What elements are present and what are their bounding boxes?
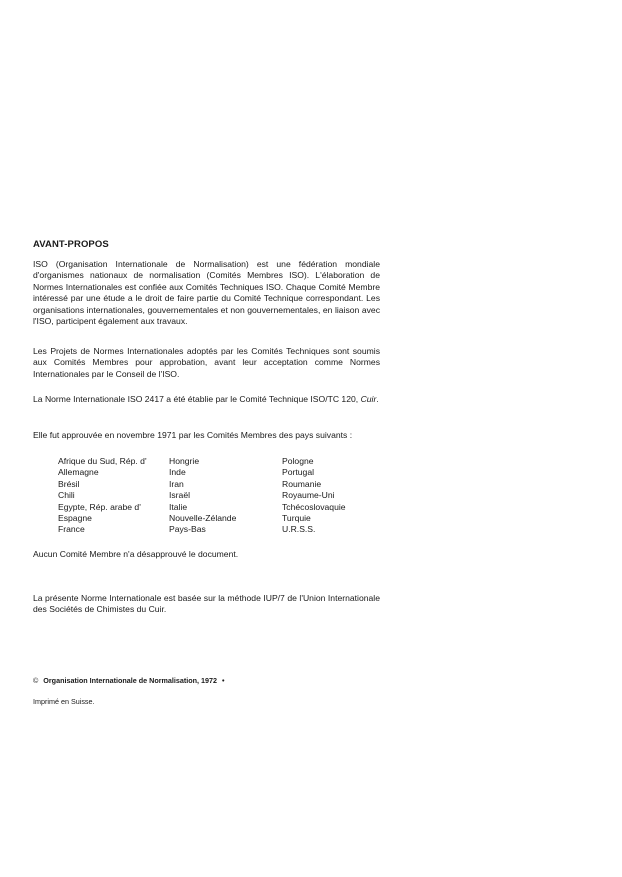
norme-paragraph <box>33 394 380 405</box>
countries-column-2 <box>169 456 236 536</box>
country-item: Hongrie <box>169 456 200 466</box>
country-item: Espagne <box>58 512 92 523</box>
method-basis-paragraph: La présente Norme Internationale est basée sur la méthode IUP/7 de l'Union Internationale des Sociétés de Chimistes du Cuir. <box>33 593 380 615</box>
country-item: Iran <box>169 478 184 489</box>
country-item: Egypte, Rép. arabe d' <box>58 501 141 512</box>
section-heading: AVANT-PROPOS <box>33 239 109 250</box>
country-item: France <box>58 524 85 535</box>
norme-end: . <box>376 394 379 404</box>
countries-column-3 <box>282 456 346 536</box>
country-item: Pays-Bas <box>169 524 206 535</box>
country-item: Royaume-Uni <box>282 490 335 501</box>
norme-text: La Norme Internationale ISO 2417 a été établie par le Comité Technique ISO/TC 120, <box>33 394 359 404</box>
country-item: Allemagne <box>58 467 99 478</box>
copyright-line <box>33 676 225 685</box>
country-item: Pologne <box>282 456 314 466</box>
norme-committee-name: Cuir <box>360 394 377 404</box>
country-item: Brésil <box>58 478 80 489</box>
country-item: Afrique du Sud, Rép. d' <box>58 456 147 466</box>
country-item: Tchécoslovaquie <box>282 501 346 512</box>
approval-paragraph: Elle fut approuvée en novembre 1971 par les Comités Membres des pays suivants : <box>33 430 353 440</box>
country-item: Chili <box>58 490 75 501</box>
country-item: Inde <box>169 467 186 478</box>
bullet-icon: • <box>222 676 225 685</box>
country-item: Israël <box>169 490 191 501</box>
no-disapproval-paragraph: Aucun Comité Membre n'a désapprouvé le document. <box>33 549 239 559</box>
country-item: Roumanie <box>282 478 322 489</box>
country-item: Turquie <box>282 512 311 523</box>
copyright-text: Organisation Internationale de Normalisation, 1972 <box>43 676 218 685</box>
country-item: Italie <box>169 501 188 512</box>
copyright-icon: © <box>33 676 39 685</box>
country-item: U.R.S.S. <box>282 524 316 535</box>
intro-paragraph: ISO (Organisation Internationale de Normalisation) est une fédération mondiale d'organismes nationaux de normalisation (Comités Membres ISO). L'élaboration de Normes Internationales est confiée aux Comités Techniques ISO. Chaque Comité Membre intéressé par une étude a le droit de faire partie du Comité Technique correspondant. Les organisations internationales, gouvernementales et non gouvernementales, en liaison avec l'ISO, participent également aux travaux. <box>33 259 380 327</box>
projets-paragraph: Les Projets de Normes Internationales adoptés par les Comités Techniques sont soumis aux Comités Membres pour approbation, avant leur acceptation comme Normes Internationales par le Conseil de l'ISO. <box>33 346 380 379</box>
country-item: Nouvelle-Zélande <box>169 512 237 523</box>
country-item: Portugal <box>282 467 315 478</box>
countries-column-1 <box>58 456 147 536</box>
printed-in-note: Imprimé en Suisse. <box>33 697 95 706</box>
